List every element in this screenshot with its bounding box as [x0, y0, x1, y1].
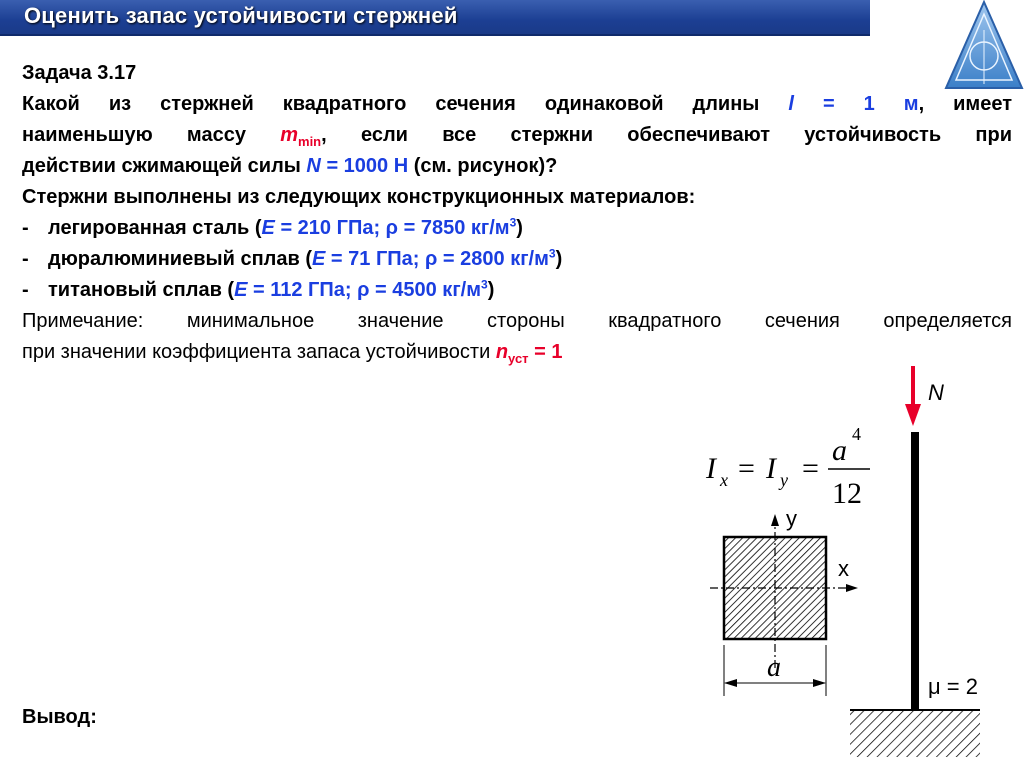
y-axis-label: y [786, 506, 797, 531]
task-number: Задача 3.17 [22, 62, 137, 84]
x-axis-arrowhead [846, 584, 858, 592]
task-question-line-3: действии сжимающей силы N = 1000 Н (см. рисунок)? [22, 155, 558, 177]
inertia-formula [705, 424, 870, 510]
task-question-line-2: наименьшую массу $m_{min}$, если все стержни обеспечивают устойчивость при [22, 124, 1012, 149]
svg-text:a: a [832, 434, 847, 467]
svg-text:=: = [738, 452, 755, 485]
material-item: - титановый сплав (E = 112 ГПа; ρ = 4500 $кг/м^3$) [22, 277, 495, 301]
task-question-line-1: Какой из стержней квадратного сечения одинаковой длины l = 1 м, имеет [22, 93, 1013, 115]
material-item: - дюралюминиевый сплав (E = 71 ГПа; ρ = 2800 $кг/м^3$) [22, 246, 563, 270]
svg-text:12: 12 [832, 477, 862, 510]
svg-text:4: 4 [852, 424, 861, 444]
svg-text:=: = [802, 452, 819, 485]
svg-text:I: I [766, 452, 776, 485]
force-arrowhead [905, 404, 921, 426]
side-label: a [767, 652, 781, 683]
slide-title: Оценить запас устойчивости стержней [24, 3, 458, 28]
note-line-2: при значении коэффициента запаса устойчивости $n_{уст} = 1$ [22, 341, 563, 366]
x-axis-label: x [838, 556, 849, 581]
note-line-1: Примечание: минимальное значение стороны квадратного сечения определяется [22, 310, 1012, 332]
material-item: - легированная сталь (E = 210 ГПа; ρ = 7850 $кг/м^3$) [22, 215, 523, 239]
ground-hatch [850, 711, 980, 757]
column [911, 432, 919, 710]
mu-label: μ = 2 [928, 674, 978, 699]
force-label: N [928, 380, 944, 405]
svg-text:I: I [706, 452, 716, 485]
svg-text:x: x [720, 470, 728, 490]
materials-intro: Стержни выполнены из следующих конструкционных материалов: [22, 186, 696, 208]
conclusion-label: Вывод: [22, 706, 97, 728]
y-axis-arrowhead [771, 514, 779, 526]
svg-text:y: y [780, 470, 788, 490]
